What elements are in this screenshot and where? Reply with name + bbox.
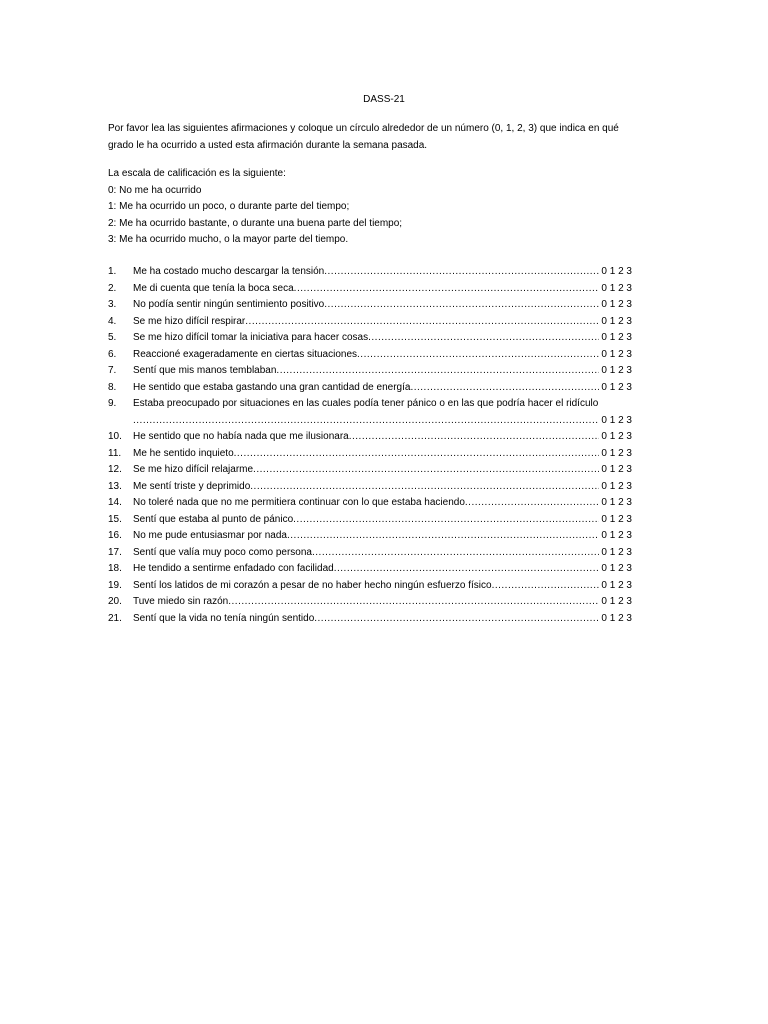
dot-leader bbox=[253, 462, 599, 479]
response-options[interactable]: 0 1 2 3 bbox=[601, 315, 632, 327]
item-statement: Se me hizo difícil tomar la iniciativa para hacer cosas bbox=[133, 332, 369, 343]
instructions-paragraph: Por favor lea las siguientes afirmaciones y coloque un círculo alrededor de un número (0, 1, 2, 3) que indica en qué grado le ha ocurrido a usted esta afirmación durante la semana pasada. bbox=[108, 123, 619, 151]
dot-leader bbox=[368, 330, 599, 347]
questionnaire-item bbox=[108, 446, 632, 463]
dot-leader bbox=[314, 611, 599, 628]
dot-leader bbox=[349, 429, 600, 446]
response-options[interactable]: 0 1 2 3 bbox=[601, 563, 632, 574]
item-number: 18. bbox=[108, 563, 122, 574]
dot-leader bbox=[312, 545, 599, 562]
item-statement: He tendido a sentirme enfadado con facilidad bbox=[133, 563, 334, 574]
rating-scale-level-3: 3: Me ha ocurrido mucho, o la mayor parte del tiempo. bbox=[108, 234, 349, 245]
item-statement: Me he sentido inquieto bbox=[133, 447, 234, 459]
item-statement: Me sentí triste y deprimido bbox=[133, 480, 251, 492]
questionnaire-item bbox=[108, 528, 632, 545]
questionnaire-item bbox=[108, 462, 632, 479]
rating-scale bbox=[108, 166, 643, 249]
response-options[interactable]: 0 1 2 3 bbox=[601, 447, 632, 459]
dot-leader bbox=[287, 528, 599, 545]
item-statement: No toleré nada que no me permitiera continuar con lo que estaba haciendo bbox=[133, 497, 465, 508]
response-options[interactable]: 0 1 2 3 bbox=[601, 497, 632, 508]
rating-scale-level-1: 1: Me ha ocurrido un poco, o durante parte del tiempo; bbox=[108, 201, 350, 212]
dot-leader bbox=[410, 380, 599, 397]
dot-leader bbox=[357, 347, 599, 364]
item-number: 3. bbox=[108, 299, 117, 310]
questionnaire-item bbox=[108, 578, 632, 595]
document-title: DASS-21 bbox=[363, 94, 405, 105]
questionnaire-item bbox=[108, 281, 632, 298]
dot-leader bbox=[228, 594, 599, 611]
response-options[interactable]: 0 1 2 3 bbox=[601, 579, 632, 591]
dot-leader bbox=[294, 281, 600, 298]
response-options[interactable]: 0 1 2 3 bbox=[601, 266, 632, 277]
dot-leader bbox=[334, 561, 600, 578]
dot-leader bbox=[465, 495, 600, 512]
response-options[interactable]: 0 1 2 3 bbox=[601, 299, 632, 310]
questionnaire-item bbox=[108, 561, 632, 578]
item-number: 11. bbox=[108, 447, 122, 459]
dot-leader bbox=[293, 512, 599, 529]
item-statement: Me di cuenta que tenía la boca seca bbox=[133, 282, 294, 294]
questionnaire-item bbox=[108, 545, 632, 562]
item-number: 8. bbox=[108, 381, 117, 393]
dot-leader bbox=[324, 297, 599, 314]
item-statement: Reaccioné exageradamente en ciertas situaciones bbox=[133, 348, 358, 360]
item-number: 19. bbox=[108, 579, 122, 591]
item-number: 7. bbox=[108, 365, 117, 376]
dot-leader bbox=[245, 314, 599, 331]
questionnaire-items bbox=[108, 264, 632, 627]
questionnaire-item bbox=[108, 429, 632, 446]
item-number: 15. bbox=[108, 513, 122, 525]
item-statement: He sentido que no había nada que me ilusionara bbox=[133, 431, 349, 442]
item-number: 1. bbox=[108, 266, 117, 277]
item-statement: Me ha costado mucho descargar la tensión bbox=[133, 266, 325, 277]
response-options[interactable]: 0 1 2 3 bbox=[601, 530, 632, 541]
item-number: 13. bbox=[108, 480, 122, 492]
item-number: 14. bbox=[108, 497, 122, 508]
questionnaire-item bbox=[108, 314, 632, 331]
dot-leader bbox=[133, 413, 599, 430]
item-statement: Se me hizo difícil relajarme bbox=[133, 464, 254, 475]
response-options[interactable]: 0 1 2 3 bbox=[601, 348, 632, 360]
questionnaire-item bbox=[108, 594, 632, 611]
dot-leader bbox=[492, 578, 600, 595]
response-options[interactable]: 0 1 2 3 bbox=[601, 431, 632, 442]
item-number: 10. bbox=[108, 431, 122, 442]
rating-scale-heading: La escala de calificación es la siguiente: bbox=[108, 168, 286, 179]
item-statement: Tuve miedo sin razón bbox=[133, 596, 229, 607]
item-statement: Sentí los latidos de mi corazón a pesar de no haber hecho ningún esfuerzo físico bbox=[133, 579, 492, 591]
item-statement: Sentí que valía muy poco como persona bbox=[133, 546, 312, 558]
response-options[interactable]: 0 1 2 3 bbox=[601, 282, 632, 294]
questionnaire-item bbox=[108, 363, 632, 380]
questionnaire-item bbox=[108, 330, 632, 347]
response-options[interactable]: 0 1 2 3 bbox=[601, 332, 632, 343]
response-options[interactable]: 0 1 2 3 bbox=[601, 596, 632, 607]
item-statement: Sentí que la vida no tenía ningún sentido bbox=[133, 612, 315, 624]
questionnaire-item bbox=[108, 611, 632, 628]
item-number: 21. bbox=[108, 612, 122, 624]
item-number: 17. bbox=[108, 546, 122, 558]
item-statement: Estaba preocupado por situaciones en las cuales podía tener pánico o en las que podría hacer el ridículo bbox=[133, 398, 599, 409]
response-options[interactable]: 0 1 2 3 bbox=[601, 464, 632, 475]
questionnaire-item bbox=[108, 380, 632, 397]
item-number: 2. bbox=[108, 282, 117, 294]
item-statement: No podía sentir ningún sentimiento positivo bbox=[133, 299, 325, 310]
response-options[interactable]: 0 1 2 3 bbox=[601, 414, 632, 426]
item-statement: No me pude entusiasmar por nada bbox=[133, 530, 287, 541]
questionnaire-item bbox=[108, 495, 632, 512]
item-number: 12. bbox=[108, 464, 122, 475]
item-statement: Sentí que mis manos temblaban bbox=[133, 365, 277, 376]
item-number: 4. bbox=[108, 315, 117, 327]
dot-leader bbox=[324, 264, 599, 281]
item-statement: Sentí que estaba al punto de pánico bbox=[133, 513, 294, 525]
rating-scale-level-0: 0: No me ha ocurrido bbox=[108, 184, 202, 196]
questionnaire-item bbox=[108, 264, 632, 281]
item-number: 6. bbox=[108, 348, 117, 360]
item-number: 20. bbox=[108, 596, 122, 607]
response-options[interactable]: 0 1 2 3 bbox=[601, 612, 632, 624]
questionnaire-item bbox=[108, 479, 632, 496]
response-options[interactable]: 0 1 2 3 bbox=[601, 381, 632, 393]
response-options[interactable]: 0 1 2 3 bbox=[601, 365, 632, 376]
item-number: 16. bbox=[108, 530, 122, 541]
response-options[interactable]: 0 1 2 3 bbox=[601, 480, 632, 492]
response-options[interactable]: 0 1 2 3 bbox=[601, 546, 632, 558]
questionnaire-item bbox=[108, 297, 632, 314]
item-statement: He sentido que estaba gastando una gran cantidad de energía bbox=[133, 381, 411, 393]
dot-leader bbox=[250, 479, 599, 496]
rating-scale-level-2: 2: Me ha ocurrido bastante, o durante una buena parte del tiempo; bbox=[108, 217, 403, 229]
item-statement: Se me hizo difícil respirar bbox=[133, 315, 246, 327]
questionnaire-item bbox=[108, 512, 632, 529]
dot-leader bbox=[276, 363, 599, 380]
dot-leader bbox=[234, 446, 600, 463]
item-number: 9. bbox=[108, 398, 117, 409]
questionnaire-item bbox=[108, 347, 632, 364]
item-number: 5. bbox=[108, 332, 117, 343]
response-options[interactable]: 0 1 2 3 bbox=[601, 513, 632, 525]
questionnaire-item bbox=[108, 396, 632, 429]
